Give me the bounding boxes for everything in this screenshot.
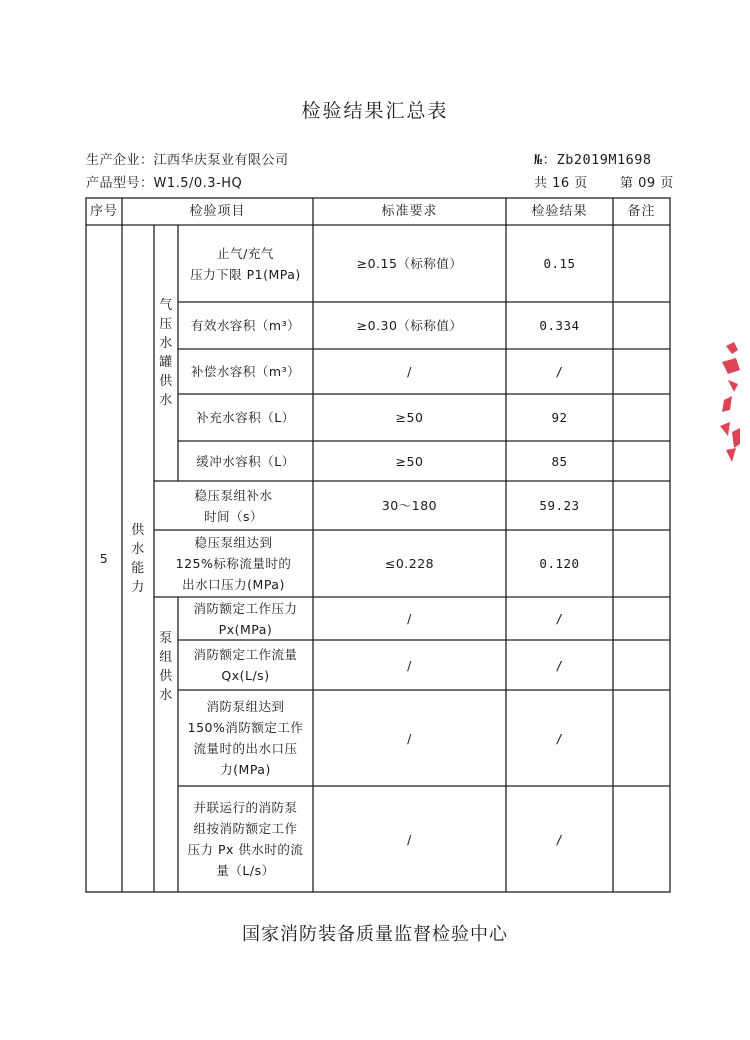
requirement-cell: ≥50: [395, 453, 424, 469]
table-row-item: [178, 441, 313, 481]
requirement-cell: ≥0.15（标称值）: [356, 256, 463, 271]
header-requirement: 标准要求: [381, 204, 438, 219]
subcategory-tank-text: 气压水罐供水: [159, 298, 173, 408]
table-row-item: [178, 690, 313, 786]
document-title: 检验结果汇总表: [301, 100, 449, 122]
requirement-cell: /: [407, 657, 412, 673]
result-cell: 0.120: [539, 556, 580, 571]
seq-number: 5: [99, 551, 109, 566]
table-row-item: [178, 640, 313, 690]
item-text: 止气/充气 压力下限 P1(MPa): [190, 245, 301, 282]
total-pages: 共 16 页: [534, 176, 588, 191]
result-cell: /: [555, 364, 564, 379]
item-text: 消防泵组达到 150%消防额定工作 流量时的出水口压 力(MPa): [187, 699, 304, 777]
requirement-cell: /: [407, 364, 412, 379]
item-text: 稳压泵组达到 125%标称流量时的 出水口压力(MPa): [175, 535, 292, 592]
item-text: 消防额定工作压力 Px(MPa): [193, 600, 298, 637]
result-cell: 0.15: [543, 256, 576, 271]
category-label: [122, 225, 154, 892]
product-model: 产品型号：W1.5/0.3-HQ: [86, 176, 243, 191]
manufacturer: 生产企业：江西华庆泵业有限公司: [86, 153, 289, 168]
table-row-item: [154, 530, 313, 597]
item-text: 有效水容积（m³）: [190, 318, 301, 333]
requirement-cell: ≥0.30（标称值）: [356, 318, 463, 333]
table-row-item: [178, 225, 313, 302]
result-cell: /: [555, 730, 564, 746]
header-seq: 序号: [89, 204, 118, 219]
result-cell: /: [555, 611, 564, 626]
header-result: 检验结果: [531, 204, 588, 219]
requirement-cell: 30～180: [381, 498, 438, 513]
requirement-cell: /: [407, 831, 412, 847]
page-number: 第 09 页: [620, 176, 674, 191]
category-text: 供水能力: [131, 522, 145, 595]
result-cell: 85: [551, 453, 568, 469]
red-seal-stamp: [718, 340, 742, 465]
header-remark: 备注: [627, 204, 656, 219]
requirement-cell: ≥50: [395, 410, 424, 425]
item-text: 补偿水容积（m³）: [190, 364, 301, 379]
table-row-item: [154, 481, 313, 530]
report-number: №：Zb2019M1698: [534, 152, 652, 168]
table-row-item: [178, 349, 313, 394]
table-row-item: [178, 394, 313, 441]
item-text: 并联运行的消防泵 组按消防额定工作 压力 Px 供水时的流 量（L/s）: [187, 800, 304, 878]
table-row-item: [178, 786, 313, 892]
subcategory-tank: [154, 225, 178, 481]
header-item: 检验项目: [189, 204, 246, 219]
item-text: 补充水容积（L）: [196, 410, 295, 425]
table-row-item: [178, 302, 313, 349]
result-cell: 0.334: [539, 318, 580, 333]
subcategory-pump: [154, 597, 178, 892]
issuer-footer: 国家消防装备质量监督检验中心: [242, 924, 508, 945]
item-text: 消防额定工作流量 Qx(L/s): [193, 647, 298, 683]
table-row-item: [178, 597, 313, 640]
result-cell: /: [555, 657, 564, 673]
result-cell: /: [555, 831, 564, 847]
requirement-cell: /: [407, 730, 412, 746]
item-text: 稳压泵组补水 时间（s）: [194, 487, 273, 524]
item-text: 缓冲水容积（L）: [196, 453, 295, 469]
subcategory-pump-text: 泵组供水: [159, 630, 173, 703]
requirement-cell: ≤0.228: [384, 556, 435, 571]
requirement-cell: /: [407, 611, 412, 626]
result-cell: 92: [551, 410, 568, 425]
result-cell: 59.23: [539, 498, 580, 513]
